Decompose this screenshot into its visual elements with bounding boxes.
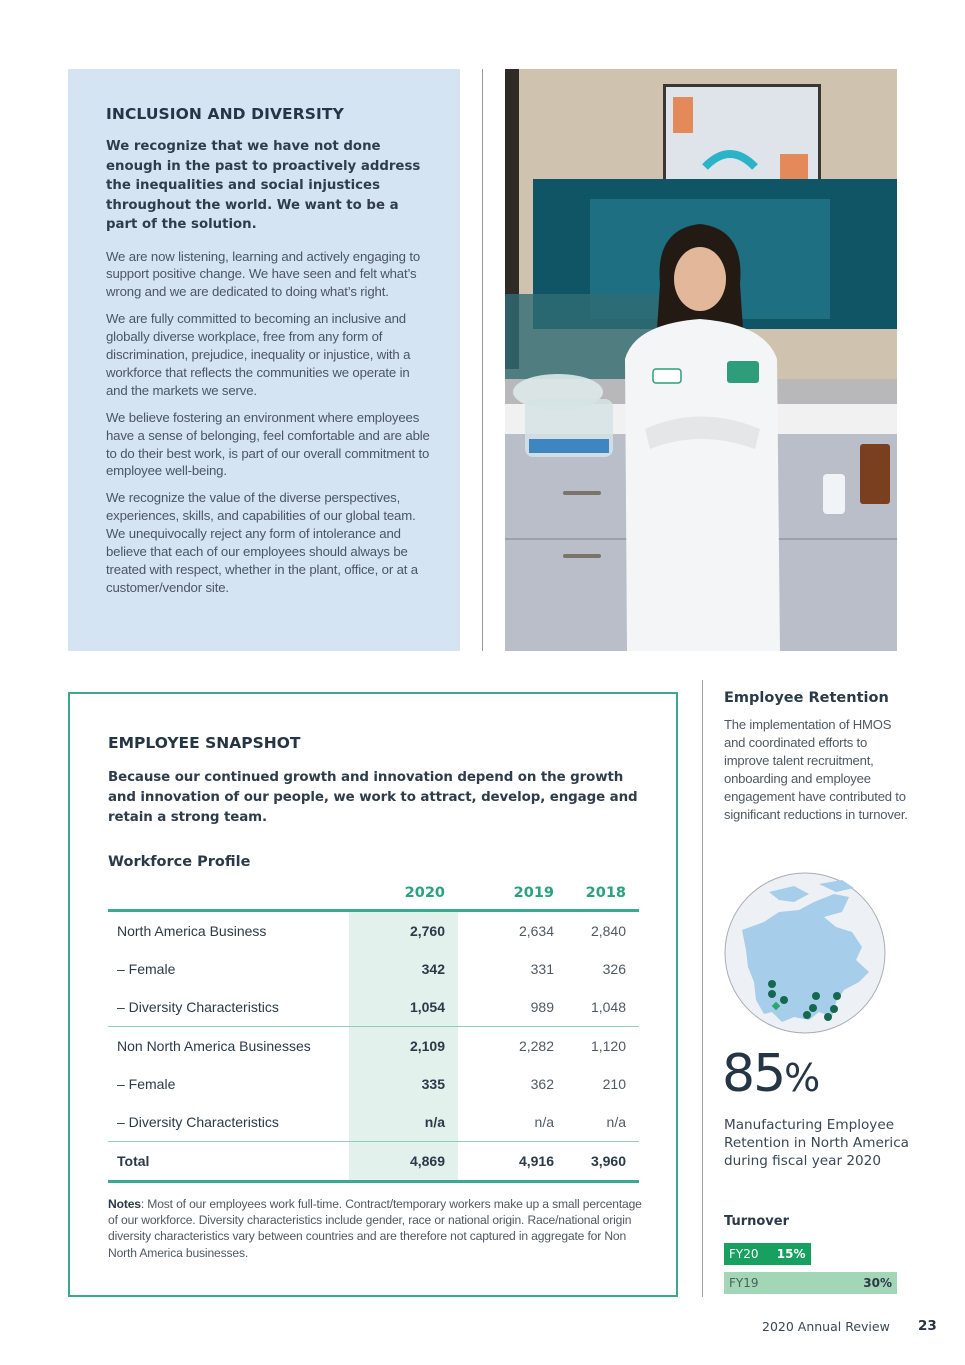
- workforce-profile-title: Workforce Profile: [108, 854, 251, 870]
- cell-2019: n/a: [534, 1114, 554, 1130]
- cell-2020: 1,054: [349, 988, 458, 1027]
- cell-2019: 2,634: [518, 923, 554, 939]
- notes-label: Notes: [108, 1197, 141, 1211]
- column-header-2018: 2018: [554, 877, 639, 911]
- cell-2020: 4,869: [349, 1142, 458, 1182]
- scientist-photo: [505, 69, 897, 651]
- table-row: [108, 1103, 639, 1142]
- turnover-bar-label: FY20: [729, 1247, 759, 1261]
- cell-2019: 2,282: [458, 1027, 554, 1066]
- cell-2020: 342: [349, 950, 458, 988]
- turnover-bar-fy19: [724, 1272, 897, 1294]
- snapshot-title: EMPLOYEE SNAPSHOT: [108, 734, 301, 752]
- cell-2018: 326: [602, 961, 626, 977]
- inclusion-paragraph: We are now listening, learning and actively engaging to support positive change. We have seen and felt what’s wrong and we are dedicated to doing what’s right.: [106, 248, 421, 300]
- footer-publication: 2020 Annual Review: [762, 1319, 890, 1334]
- table-row: [108, 988, 639, 1027]
- turnover-bar-fy20: [724, 1243, 811, 1265]
- location-dot: [768, 980, 776, 988]
- north-america-map-icon: [724, 872, 886, 1034]
- row-label: Total: [108, 1142, 349, 1182]
- cell-2018: n/a: [606, 1114, 626, 1130]
- table-row: [108, 1065, 639, 1103]
- workforce-profile-table: [108, 877, 639, 1183]
- row-label: North America Business: [117, 923, 267, 939]
- row-label: – Diversity Characteristics: [117, 1114, 279, 1130]
- row-label: – Female: [117, 961, 176, 977]
- employee-snapshot-box: [68, 692, 678, 1297]
- retention-description: The implementation of HMOS and coordinated efforts to improve talent recruitment, onboarding and employee engagement have contributed to significant reductions in turnover.: [724, 717, 908, 822]
- row-label: – Female: [117, 1076, 176, 1092]
- retention-stat: [722, 1044, 821, 1104]
- inclusion-lead: We recognize that we have not done enough in the past to proactively address the inequalities and social injustices throughout the world. We want to be a part of the solution.: [106, 139, 421, 232]
- turnover-title: Turnover: [724, 1214, 789, 1229]
- cell-2020: 335: [349, 1065, 458, 1103]
- notes-text: : Most of our employees work full-time. Contract/temporary workers make up a small percentage of our workforce. Diversity characteristics include gender, race or national origin. Race/national origin diversity characteristics vary between countries and are therefore not captured in aggregate for Non North America businesses.: [108, 1197, 642, 1260]
- cell-2018: 210: [602, 1076, 626, 1092]
- cell-2019: 989: [530, 999, 554, 1015]
- cell-2018: 3,960: [554, 1142, 639, 1182]
- vertical-divider: [482, 69, 483, 651]
- retention-title: Employee Retention: [724, 690, 889, 706]
- cell-2019: 4,916: [458, 1142, 554, 1182]
- employee-retention-section: [724, 690, 914, 823]
- cell-2018: 2,840: [590, 923, 626, 939]
- location-dot: [833, 992, 841, 1000]
- cell-2020: 2,109: [349, 1027, 458, 1066]
- cell-2020: 2,760: [349, 911, 458, 951]
- turnover-bar-value: 15%: [776, 1247, 806, 1261]
- cell-2020: n/a: [349, 1103, 458, 1142]
- cell-2019: 331: [530, 961, 554, 977]
- location-dot: [809, 1004, 817, 1012]
- inclusion-title: INCLUSION AND DIVERSITY: [106, 105, 344, 123]
- retention-stat-description: Manufacturing Employee Retention in North America during fiscal year 2020: [724, 1117, 909, 1169]
- table-notes: [108, 1196, 648, 1261]
- turnover-bar-value: 30%: [863, 1276, 892, 1290]
- header-label-spacer: [108, 877, 349, 911]
- location-dot: [824, 1013, 832, 1021]
- column-header-2020: 2020: [349, 877, 458, 911]
- row-label: Non North America Businesses: [108, 1027, 349, 1066]
- location-dot: [803, 1011, 811, 1019]
- retention-stat-unit: %: [784, 1056, 821, 1100]
- inclusion-paragraph: We believe fostering an environment where employees have a sense of belonging, feel comfortable and are able to do their best work, is part of our overall commitment to employee well-being.: [106, 409, 430, 479]
- page-number: 23: [918, 1318, 937, 1334]
- turnover-bar-label: FY19: [729, 1276, 759, 1290]
- inclusion-diversity-panel: [68, 69, 460, 651]
- table-row: [108, 1027, 639, 1066]
- cell-2019: 362: [530, 1076, 554, 1092]
- inclusion-paragraph: We are fully committed to becoming an inclusive and globally diverse workplace, free from any form of discrimination, prejudice, inequality or injustice, with a workforce that reflects the communities we operate in and the markets we serve.: [106, 311, 411, 398]
- location-dot: [830, 1005, 838, 1013]
- table-header-row: [108, 877, 639, 911]
- retention-stat-value: 85: [722, 1044, 785, 1104]
- location-dot: [780, 996, 788, 1004]
- location-dot: [768, 990, 776, 998]
- cell-2018: 1,048: [590, 999, 626, 1015]
- cell-2018: 1,120: [554, 1027, 639, 1066]
- table-row: [108, 911, 639, 951]
- column-header-2019: 2019: [458, 877, 554, 911]
- table-row-total: [108, 1142, 639, 1182]
- inclusion-paragraph: We recognize the value of the diverse perspectives, experiences, skills, and capabilities of our global team. We unequivocally reject any form of intolerance and believe that each of our employees should always be treated with respect, whether in the plant, office, or at a customer/vendor site.: [106, 490, 418, 595]
- snapshot-lead: Because our continued growth and innovation depend on the growth and innovation of our people, we work to attract, develop, engage and retain a strong team.: [108, 770, 638, 825]
- row-label: – Diversity Characteristics: [117, 999, 279, 1015]
- vertical-divider: [702, 680, 703, 1297]
- table-row: [108, 950, 639, 988]
- location-dot: [812, 992, 820, 1000]
